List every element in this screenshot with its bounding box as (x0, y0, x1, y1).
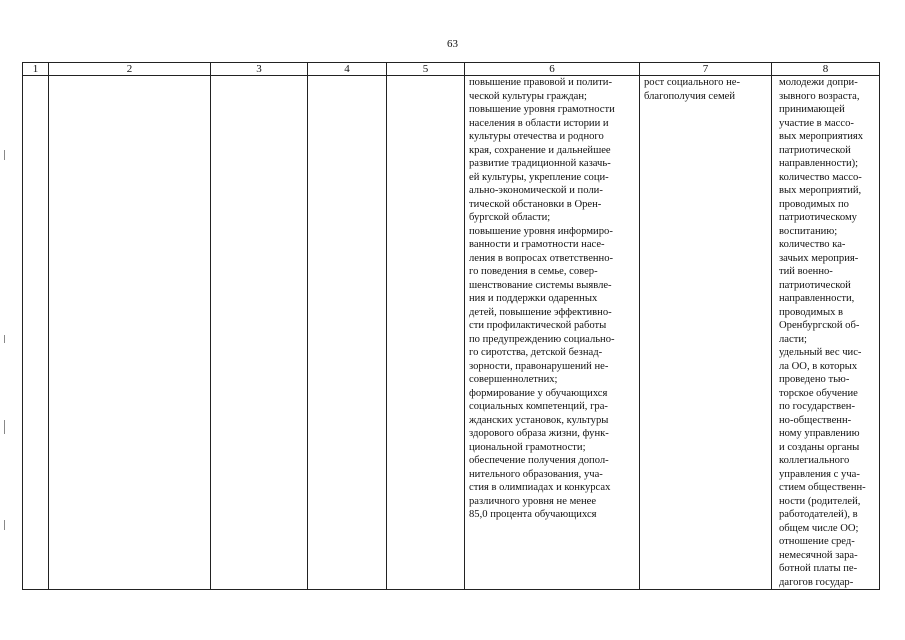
scan-margin-mark (4, 520, 5, 530)
cell-col1 (23, 76, 49, 590)
text-line: ления в вопросах ответственно- (469, 252, 614, 264)
column-header-2: 2 (49, 63, 211, 76)
text-line: немесячной зара- (779, 549, 858, 561)
text-line: повышение уровня информиро- (469, 225, 613, 237)
text-line: количество массо- (779, 171, 862, 183)
text-line: 85,0 процента обучающихся (469, 509, 597, 520)
column-header-6: 6 (465, 63, 640, 76)
text-line: но-общественн- (779, 414, 852, 426)
text-line: здорового образа жизни, функ- (469, 428, 609, 439)
text-line: и созданы органы (779, 441, 860, 453)
header-row (23, 63, 880, 76)
text-line: патриотической (779, 279, 851, 291)
text-line: формирование у обучающихся (469, 387, 608, 399)
scan-margin-mark (4, 335, 5, 343)
col6-text (465, 76, 639, 522)
text-line: ности (родителей, (779, 495, 861, 507)
col7-text (640, 76, 771, 103)
text-line: работодателей), в (779, 509, 858, 520)
table-row (23, 76, 880, 590)
text-line: ния и поддержки одаренных (469, 293, 598, 304)
text-line: края, сохранение и дальнейшее (469, 144, 611, 156)
text-line: ботной платы пе- (779, 563, 858, 574)
text-line: повышение уровня грамотности (469, 104, 615, 115)
cell-col2 (49, 76, 211, 590)
text-line: по государствен- (779, 401, 856, 412)
text-line: рост социального не- (644, 77, 740, 88)
text-line: тий военно- (779, 266, 833, 277)
data-table (22, 62, 880, 590)
text-line: детей, повышение эффективно- (469, 306, 612, 318)
text-line: сти профилактической работы (469, 320, 607, 331)
cell-col5 (387, 76, 465, 590)
text-line: участие в массо- (779, 117, 854, 129)
text-line: по предупреждению социально- (469, 333, 615, 345)
text-line: Оренбургской об- (779, 320, 860, 331)
column-header-1: 1 (23, 63, 49, 76)
text-line: общем числе ОО; (779, 522, 859, 534)
text-line: го сиротства, детской безнад- (469, 347, 603, 358)
cell-col8 (772, 76, 880, 590)
text-line: коллегиального (779, 455, 850, 466)
text-line: повышение правовой и полити- (469, 77, 612, 88)
text-line: проводимых по (779, 198, 849, 210)
text-line: го поведения в семье, совер- (469, 266, 598, 277)
text-line: проводимых в (779, 306, 844, 318)
text-line: принимающей (779, 104, 845, 115)
text-line: отношение сред- (779, 536, 855, 547)
text-line: совершеннолетних; (469, 374, 558, 385)
text-line: обеспечение получения допол- (469, 455, 609, 466)
text-line: ванности и грамотности насе- (469, 239, 605, 250)
column-header-3: 3 (211, 63, 308, 76)
text-line: ей культуры, укрепление соци- (469, 171, 609, 183)
text-line: социальных компетенций, гра- (469, 401, 608, 412)
text-line: патриотическому (779, 212, 857, 223)
col8-text (772, 76, 879, 589)
text-line: проведено тью- (779, 374, 850, 385)
text-line: шенствование системы выявле- (469, 279, 612, 291)
text-line: культуры отечества и родного (469, 131, 604, 142)
text-line: направленности, (779, 293, 855, 304)
text-line: бургской области; (469, 212, 551, 223)
scan-margin-mark (4, 150, 5, 160)
cell-col7 (640, 76, 772, 590)
page-number: 63 (447, 38, 458, 50)
text-line: населения в области истории и (469, 117, 609, 129)
text-line: циональной грамотности; (469, 441, 586, 453)
text-line: ласти; (779, 333, 807, 345)
text-line: дагогов государ- (779, 576, 854, 588)
text-line: воспитанию; (779, 225, 838, 237)
text-line: управления с уча- (779, 468, 860, 480)
column-header-7: 7 (640, 63, 772, 76)
text-line: ческой культуры граждан; (469, 90, 587, 102)
text-line: направленности); (779, 158, 859, 169)
text-line: зачьих мероприя- (779, 252, 859, 264)
cell-col3 (211, 76, 308, 590)
text-line: стия в олимпиадах и конкурсах (469, 482, 611, 493)
text-line: патриотической (779, 144, 851, 156)
text-line: ально-экономической и поли- (469, 185, 603, 196)
text-line: вых мероприятиях (779, 131, 864, 142)
text-line: вых мероприятий, (779, 185, 862, 196)
cell-col6 (465, 76, 640, 590)
text-line: молодежи допри- (779, 77, 858, 88)
text-line: торское обучение (779, 387, 858, 399)
column-header-8: 8 (772, 63, 880, 76)
text-line: развитие традиционной казачь- (469, 158, 611, 169)
text-line: зывного возраста, (779, 90, 860, 102)
text-line: ному управлению (779, 428, 860, 439)
text-line: различного уровня не менее (469, 495, 597, 507)
column-header-5: 5 (387, 63, 465, 76)
column-header-4: 4 (308, 63, 387, 76)
scan-margin-mark (4, 420, 5, 434)
text-line: благополучия семей (644, 90, 736, 102)
text-line: тической обстановки в Орен- (469, 198, 602, 210)
text-line: нительного образования, уча- (469, 468, 603, 480)
text-line: жданских установок, культуры (469, 414, 609, 426)
cell-col4 (308, 76, 387, 590)
text-line: зорности, правонарушений не- (469, 360, 609, 372)
text-line: количество ка- (779, 239, 846, 250)
text-line: стием общественн- (779, 482, 866, 493)
text-line: ла ОО, в которых (779, 360, 858, 372)
text-line: удельный вес чис- (779, 347, 862, 358)
